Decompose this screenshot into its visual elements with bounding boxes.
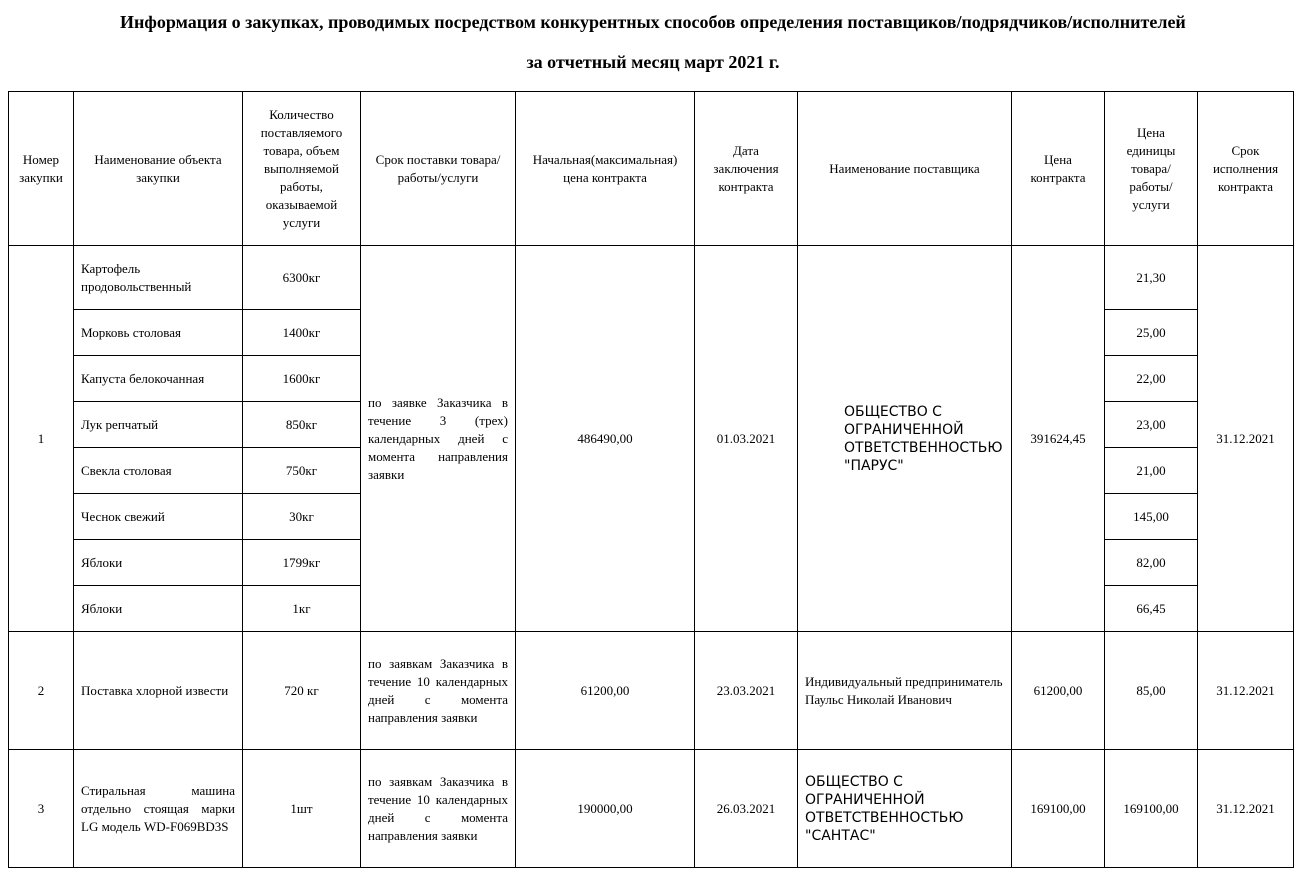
cell-num: 2 xyxy=(9,632,74,750)
cell-item-qty: 1шт xyxy=(243,750,361,868)
cell-exec: 31.12.2021 xyxy=(1198,750,1294,868)
cell-item-name: Лук репчатый xyxy=(74,402,243,448)
header-qty: Количество поставляемого товара, объем выполняемой работы, оказываемой услуги xyxy=(243,92,361,246)
cell-unit-price: 145,00 xyxy=(1105,494,1198,540)
cell-item-qty: 1600кг xyxy=(243,356,361,402)
header-price: Цена контракта xyxy=(1012,92,1105,246)
cell-exec: 31.12.2021 xyxy=(1198,246,1294,632)
header-term: Срок поставки товара/работы/услуги xyxy=(361,92,516,246)
cell-item-qty: 1799кг xyxy=(243,540,361,586)
cell-item-qty: 6300кг xyxy=(243,246,361,310)
cell-num: 1 xyxy=(9,246,74,632)
cell-nmc: 486490,00 xyxy=(516,246,695,632)
cell-unit-price: 169100,00 xyxy=(1105,750,1198,868)
cell-unit-price: 21,30 xyxy=(1105,246,1198,310)
cell-item-qty: 30кг xyxy=(243,494,361,540)
header-date: Дата заключения контракта xyxy=(695,92,798,246)
cell-price: 391624,45 xyxy=(1012,246,1105,632)
cell-unit-price: 21,00 xyxy=(1105,448,1198,494)
cell-supplier: Индивидуальный предприниматель Паульс Николай Иванович xyxy=(798,632,1012,750)
cell-item-name: Яблоки xyxy=(74,540,243,586)
cell-item-name: Поставка хлорной извести xyxy=(74,632,243,750)
table-row xyxy=(9,246,1294,310)
cell-date: 01.03.2021 xyxy=(695,246,798,632)
cell-item-qty: 720 кг xyxy=(243,632,361,750)
cell-unit-price: 82,00 xyxy=(1105,540,1198,586)
procurement-table xyxy=(8,91,1294,868)
cell-item-name: Морковь столовая xyxy=(74,310,243,356)
cell-unit-price: 66,45 xyxy=(1105,586,1198,632)
cell-item-name: Чеснок свежий xyxy=(74,494,243,540)
cell-date: 23.03.2021 xyxy=(695,632,798,750)
cell-supplier: ОБЩЕСТВО С ОГРАНИЧЕННОЙ ОТВЕТСТВЕННОСТЬЮ "САНТАС" xyxy=(798,750,1012,868)
header-row xyxy=(9,92,1294,246)
cell-item-qty: 850кг xyxy=(243,402,361,448)
cell-term: по заявке Заказчика в течение 3 (трех) календарных дней с момента направления заявки xyxy=(361,246,516,632)
cell-nmc: 190000,00 xyxy=(516,750,695,868)
header-nmc: Начальная(максимальная) цена контракта xyxy=(516,92,695,246)
cell-exec: 31.12.2021 xyxy=(1198,632,1294,750)
cell-item-name: Капуста белокочанная xyxy=(74,356,243,402)
cell-item-name: Стиральная машина отдельно стоящая марки LG модель WD-F069BD3S xyxy=(74,750,243,868)
cell-term: по заявкам Заказчика в течение 10 календарных дней с момента направления заявки xyxy=(361,750,516,868)
header-unit-price: Цена единицы товара/ работы/ услуги xyxy=(1105,92,1198,246)
cell-item-qty: 1400кг xyxy=(243,310,361,356)
cell-term: по заявкам Заказчика в течение 10 календарных дней с момента направления заявки xyxy=(361,632,516,750)
cell-item-name: Яблоки xyxy=(74,586,243,632)
cell-item-qty: 1кг xyxy=(243,586,361,632)
cell-unit-price: 85,00 xyxy=(1105,632,1198,750)
header-num: Номер закупки xyxy=(9,92,74,246)
cell-unit-price: 23,00 xyxy=(1105,402,1198,448)
header-name: Наименование объекта закупки xyxy=(74,92,243,246)
page-title: Информация о закупках, проводимых посредством конкурентных способов определения поставщиков/подрядчиков/исполнителей xyxy=(120,12,1186,32)
cell-unit-price: 25,00 xyxy=(1105,310,1198,356)
cell-nmc: 61200,00 xyxy=(516,632,695,750)
page-subtitle: за отчетный месяц март 2021 г. xyxy=(526,52,780,72)
cell-item-name: Свекла столовая xyxy=(74,448,243,494)
header-supplier: Наименование поставщика xyxy=(798,92,1012,246)
cell-price: 61200,00 xyxy=(1012,632,1105,750)
cell-supplier: ОБЩЕСТВО С ОГРАНИЧЕННОЙ ОТВЕТСТВЕННОСТЬЮ "ПАРУС" xyxy=(798,246,1012,632)
cell-num: 3 xyxy=(9,750,74,868)
header-exec: Срок исполнения контракта xyxy=(1198,92,1294,246)
cell-item-name: Картофель продовольственный xyxy=(74,246,243,310)
table-row xyxy=(9,750,1294,868)
cell-date: 26.03.2021 xyxy=(695,750,798,868)
cell-item-qty: 750кг xyxy=(243,448,361,494)
table-row xyxy=(9,632,1294,750)
cell-unit-price: 22,00 xyxy=(1105,356,1198,402)
cell-price: 169100,00 xyxy=(1012,750,1105,868)
